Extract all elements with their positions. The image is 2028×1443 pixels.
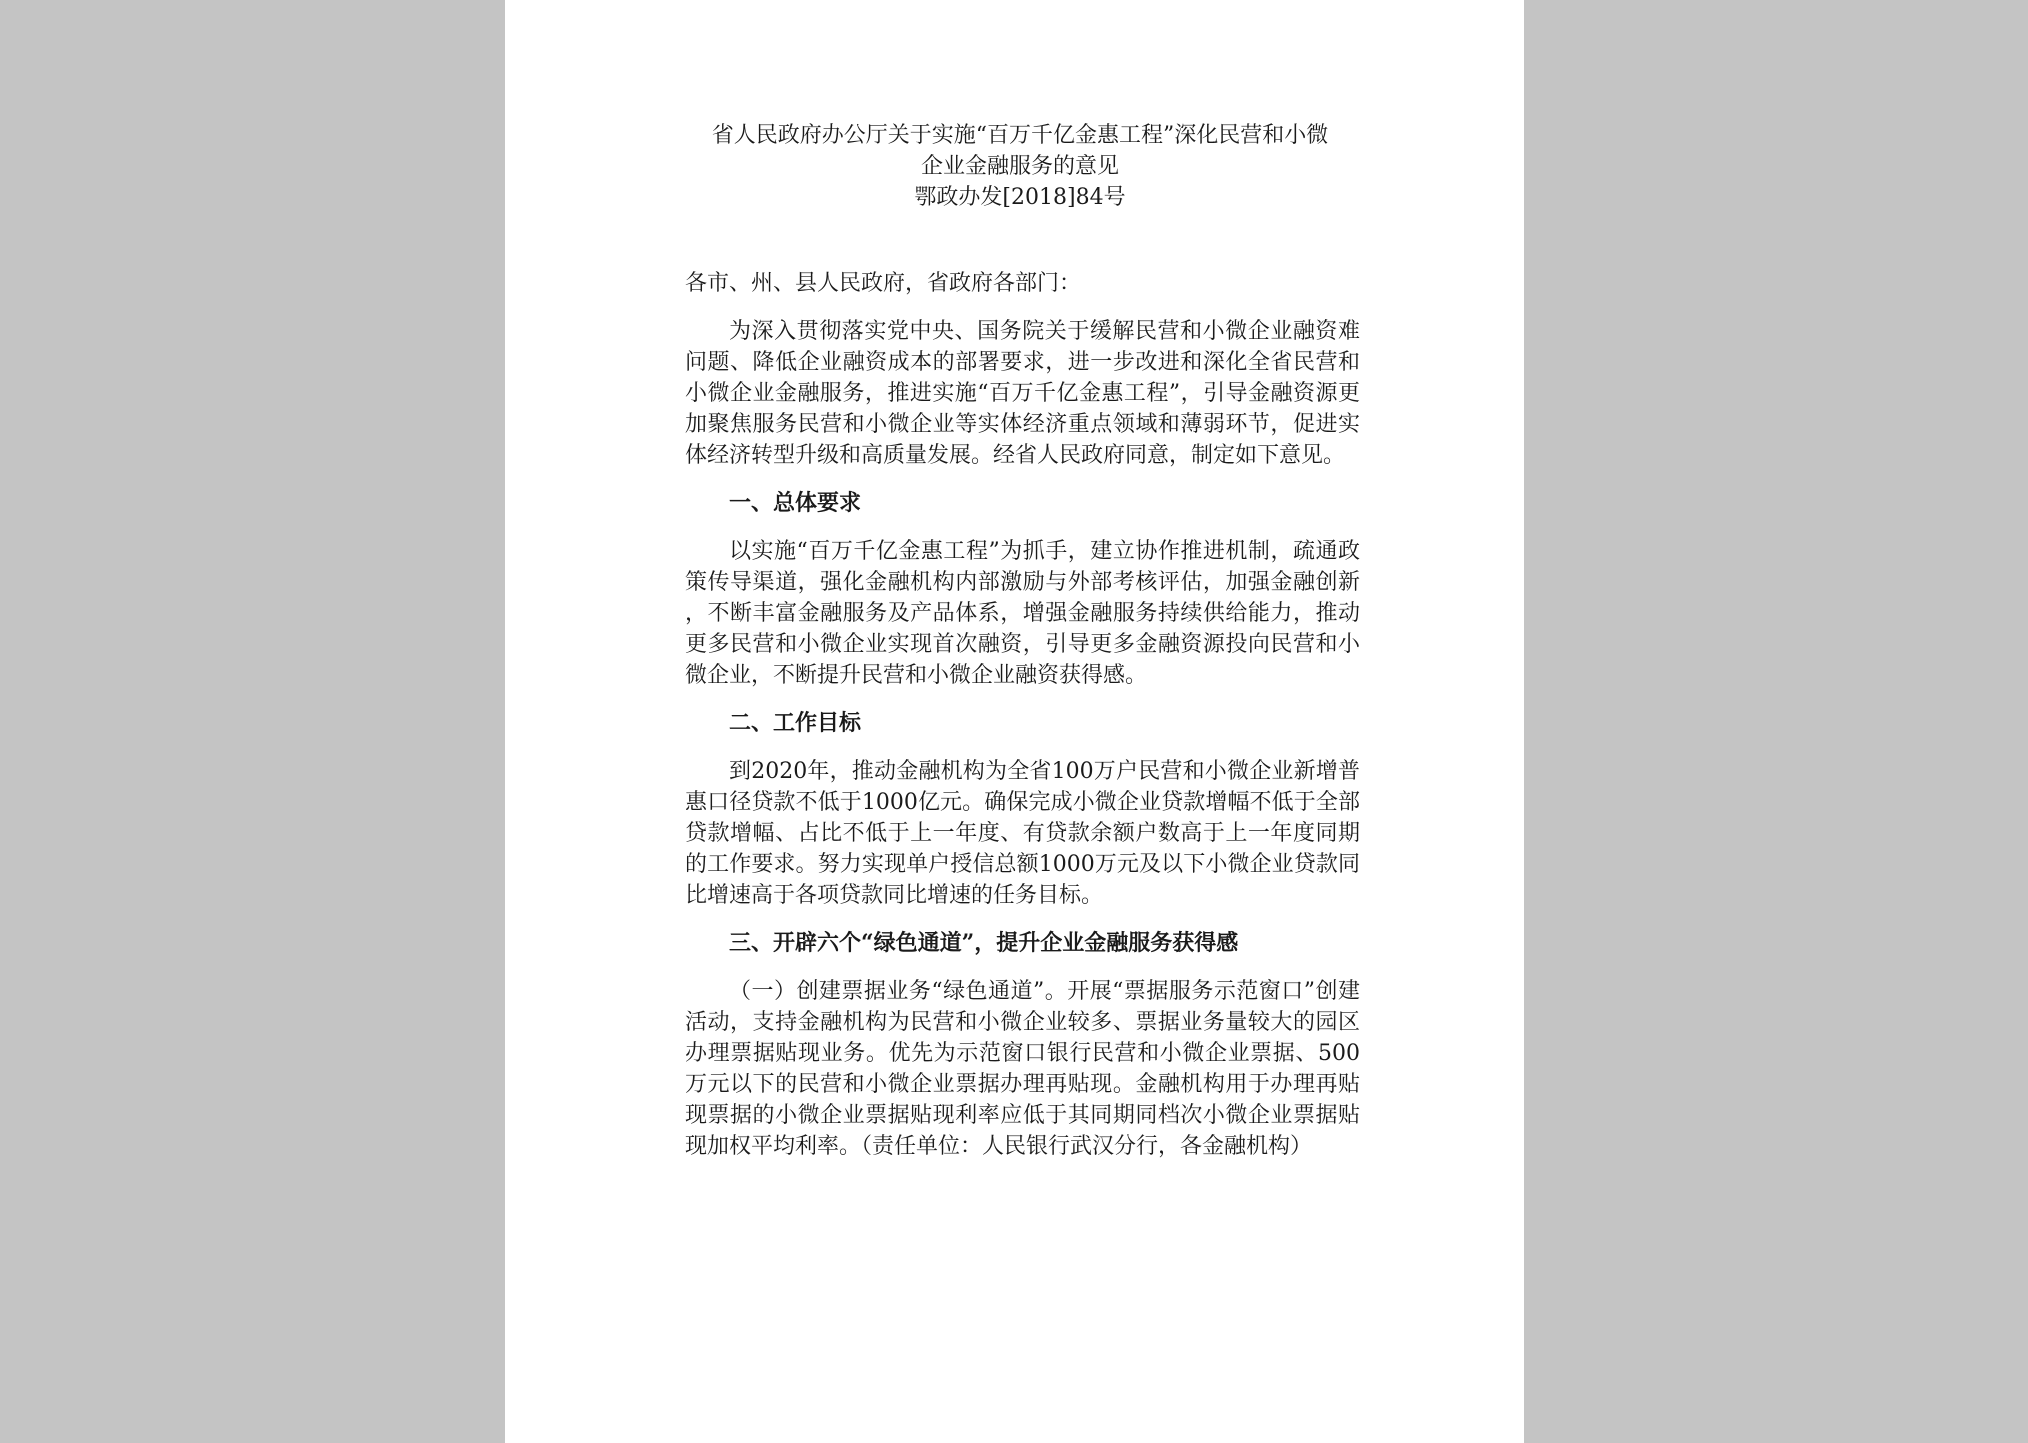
section-2-paragraph: 到2020年，推动金融机构为全省100万户民营和小微企业新增普惠口径贷款不低于1000亿元。确保完成小微企业贷款增幅不低于全部贷款增幅、占比不低于上一年度、有贷款余额户数高于上一年度同期的工作要求。努力实现单户授信总额1000万元及以下小微企业贷款同比增速高于各项贷款同比增速的任务目标。 [685, 759, 1360, 908]
title-line-1: 省人民政府办公厅关于实施“百万千亿金惠工程”深化民营和小微 [711, 123, 1329, 148]
section-3-heading: 三、开辟六个“绿色通道”，提升企业金融服务获得感 [729, 930, 1239, 956]
section-3-item-1: （一）创建票据业务“绿色通道”。开展“票据服务示范窗口”创建活动，支持金融机构为民营和小微企业较多、票据业务量较大的园区办理票据贴现业务。优先为示范窗口银行民营和小微企业票据、500万元以下的民营和小微企业票据办理再贴现。金融机构用于办理再贴现票据的小微企业票据贴现利率应低于其同期同档次小微企业票据贴现加权平均利率。（责任单位：人民银行武汉分行，各金融机构） [685, 979, 1360, 1159]
section-2-heading: 二、工作目标 [729, 710, 862, 736]
title-line-2: 企业金融服务的意见 [920, 154, 1119, 179]
intro-paragraph: 为深入贯彻落实党中央、国务院关于缓解民营和小微企业融资难问题、降低企业融资成本的部署要求，进一步改进和深化全省民营和小微企业金融服务，推进实施“百万千亿金惠工程”，引导金融资源更加聚焦服务民营和小微企业等实体经济重点领域和薄弱环节，促进实体经济转型升级和高质量发展。经省人民政府同意，制定如下意见。 [685, 319, 1360, 468]
document-number: 鄂政办发[2018]84号 [914, 185, 1126, 210]
document-title [655, 120, 1385, 213]
document-body [685, 268, 1360, 1179]
section-1-heading: 一、总体要求 [729, 490, 862, 516]
document-page [505, 0, 1524, 1443]
section-1-paragraph: 以实施“百万千亿金惠工程”为抓手，建立协作推进机制，疏通政策传导渠道，强化金融机构内部激励与外部考核评估，加强金融创新，不断丰富金融服务及产品体系，增强金融服务持续供给能力，推动更多民营和小微企业实现首次融资，引导更多金融资源投向民营和小微企业，不断提升民营和小微企业融资获得感。 [685, 539, 1360, 688]
salutation: 各市、州、县人民政府，省政府各部门： [685, 271, 1082, 296]
